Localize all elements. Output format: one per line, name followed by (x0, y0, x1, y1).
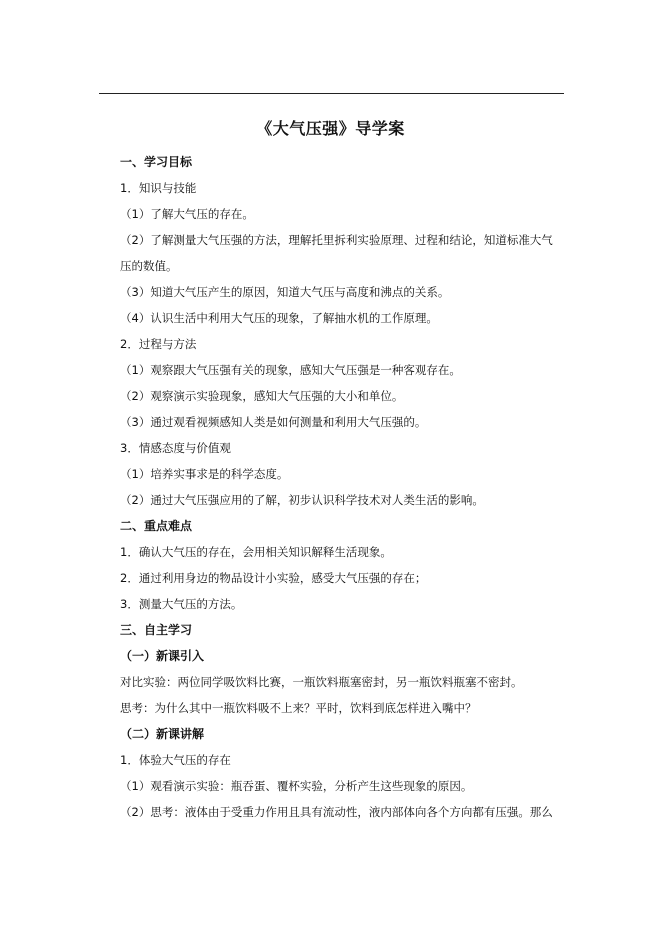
body-text-line: （2）观察演示实验现象，感知大气压强的大小和单位。 (120, 389, 404, 403)
section-heading: 一、学习目标 (120, 155, 193, 169)
body-text-line: 压的数值。 (120, 259, 178, 273)
body-text-line: 3．测量大气压的方法。 (120, 597, 243, 611)
document-body (120, 149, 565, 825)
header-rule (99, 93, 564, 94)
body-text-line: 2．过程与方法 (120, 337, 197, 351)
body-text-line: （2）思考：液体由于受重力作用且具有流动性，液内部体向各个方向都有压强。那么 (120, 805, 553, 819)
body-text-line: （3）通过观看视频感知人类是如何测量和利用大气压强的。 (120, 415, 427, 429)
section-heading: （一）新课引入 (120, 649, 205, 663)
section-heading: 三、自主学习 (120, 623, 193, 637)
body-text-line: 2．通过利用身边的物品设计小实验，感受大气压强的存在； (120, 571, 427, 585)
body-text-line: （1）观察跟大气压强有关的现象，感知大气压强是一种客观存在。 (120, 363, 461, 377)
body-text-line: 对比实验：两位同学吸饮料比赛，一瓶饮料瓶塞密封，另一瓶饮料瓶塞不密封。 (120, 675, 523, 689)
section-heading: 二、重点难点 (120, 519, 193, 533)
body-text-line: 思考：为什么其中一瓶饮料吸不上来？平时，饮料到底怎样进入嘴中？ (120, 701, 477, 715)
body-text-line: （3）知道大气压产生的原因，知道大气压与高度和沸点的关系。 (120, 285, 450, 299)
body-text-line: （2）了解测量大气压强的方法，理解托里拆利实验原理、过程和结论，知道标准大气 (120, 233, 553, 247)
body-text-line: 1．确认大气压的存在，会用相关知识解释生活现象。 (120, 545, 392, 559)
body-text-line: （1）了解大气压的存在。 (120, 207, 254, 221)
page-title: 《大气压强》导学案 (256, 119, 405, 138)
body-text-line: （2）通过大气压强应用的了解，初步认识科学技术对人类生活的影响。 (120, 493, 484, 507)
section-heading: （二）新课讲解 (120, 727, 205, 741)
body-text-line: （1）观看演示实验：瓶吞蛋、覆杯实验，分析产生这些现象的原因。 (120, 779, 473, 793)
body-text-line: 1．体验大气压的存在 (120, 753, 231, 767)
body-text-line: 3．情感态度与价值观 (120, 441, 231, 455)
body-text-line: 1．知识与技能 (120, 181, 197, 195)
body-text-line: （1）培养实事求是的科学态度。 (120, 467, 289, 481)
body-text-line: （4）认识生活中利用大气压的现象，了解抽水机的工作原理。 (120, 311, 438, 325)
